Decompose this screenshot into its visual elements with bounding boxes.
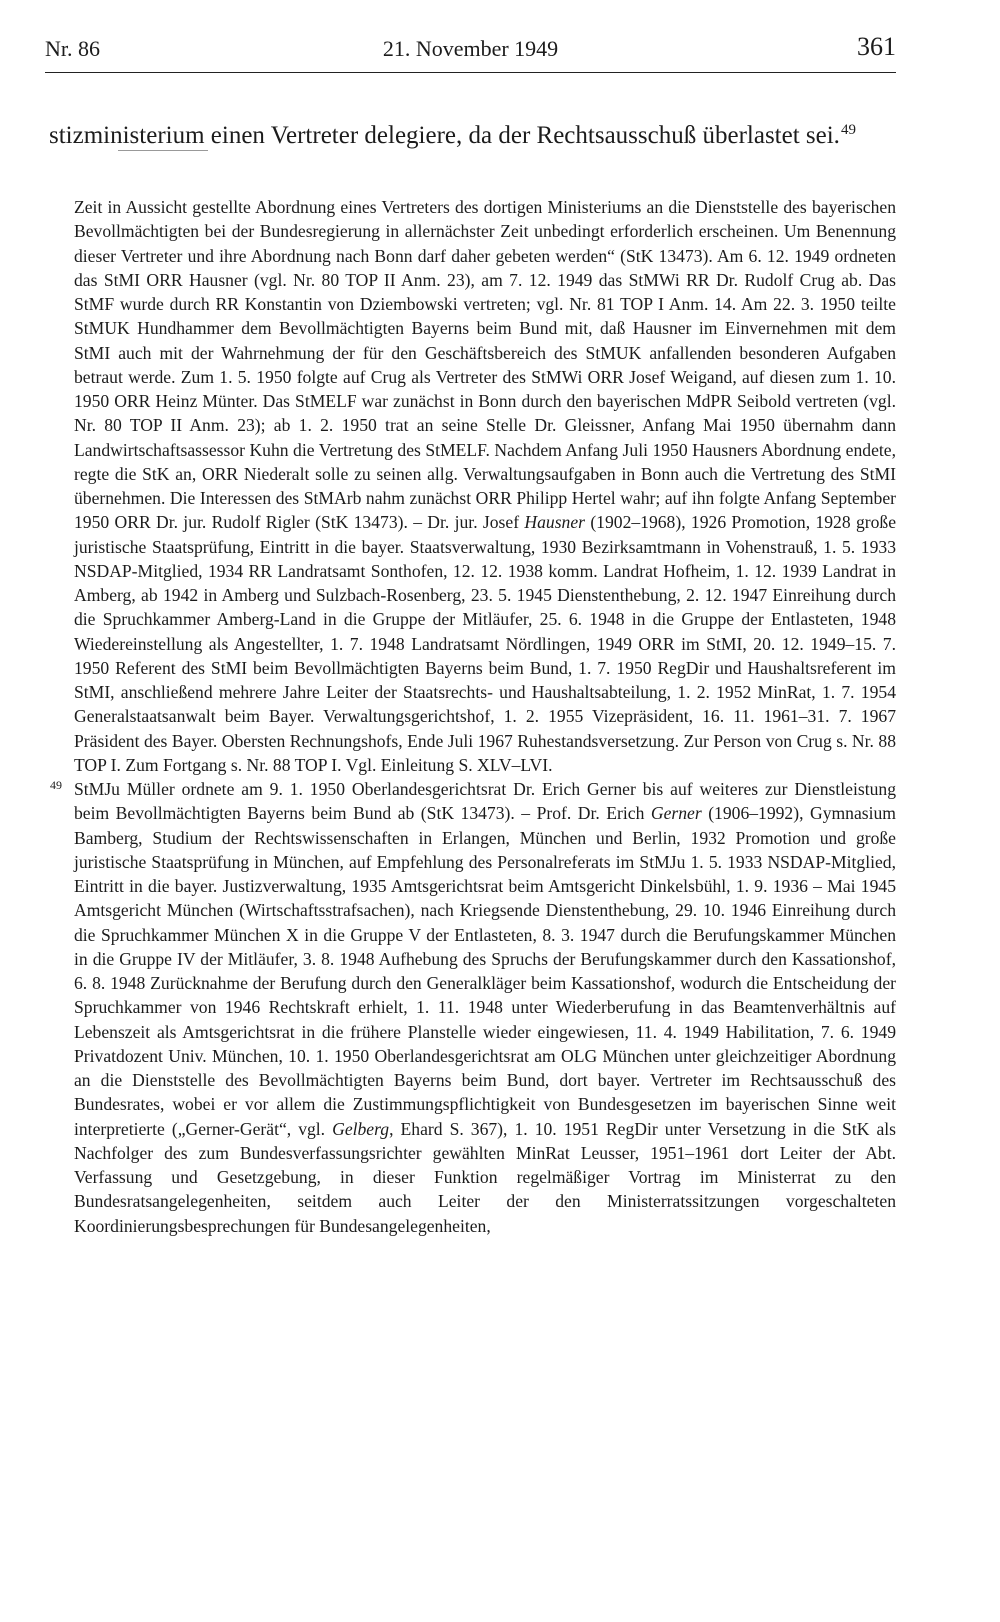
footnote-reference: 49 bbox=[840, 122, 856, 138]
header-date: 21. November 1949 bbox=[382, 36, 559, 61]
page-number: 361 bbox=[857, 32, 896, 61]
main-text-paragraph bbox=[49, 121, 896, 151]
document-number: Nr. 86 bbox=[45, 36, 100, 61]
footnote-text: Zeit in Aussicht gestellte Abordnung eines Vertreters des dortigen Ministeriums an die Dienststelle des bayerischen Bevollmächtigten bei der Bundesregierung in allernächster Zeit unbedingt erforderlich erscheinen. Um Benennung dieser Vertreter und ihre Abordnung nach Bonn darf daher gebeten werden“ (StK 13473). Am 6. 12. 1949 ordneten das StMI ORR Hausner (vgl. Nr. 80 TOP II Anm. 23), am 7. 12. 1949 das StMWi RR Dr. Rudolf Crug ab. Das StMF wurde durch RR Konstantin von Dziembowski vertreten; vgl. Nr. 81 TOP I Anm. 14. Am 22. 3. 1950 teilte StMUK Hundhammer dem Bevollmächtigten Bayerns beim Bund mit, daß Hausner im Einvernehmen mit dem StMI auch mit der Wahrnehmung der für den Geschäftsbereich des StMUK anfallenden besonderen Aufgaben betraut werde. Zum 1. 5. 1950 folgte auf Crug als Vertreter des StMWi ORR Josef Weigand, auf diesen zum 1. 10. 1950 ORR Heinz Münter. Das StMELF war zunächst in Bonn durch den bayerischen MdPR Seibold vertreten (vgl. Nr. 80 TOP II Anm. 23); ab 1. 2. 1950 trat an seine Stelle Dr. Gleissner, Anfang Mai 1950 übernahm dann Landwirtschaftsassessor Kuhn die Vertretung des StMELF. Nachdem Anfang Juli 1950 Hausners Abordnung endete, regte die StK an, ORR Niederalt solle zu seinen allg. Verwaltungsaufgaben in Bonn auch die Vertretung des StMI übernehmen. Die Interessen des StMArb nahm zunächst ORR Philipp Hertel wahr; auf ihn folgte Anfang September 1950 ORR Dr. jur. Rudolf Rigler (StK 13473). – Dr. jur. Josef bbox=[74, 197, 896, 533]
footnote-text: (1902–1968), 1926 Promotion, 1928 große juristische Staatsprüfung, Eintritt in die bayer. Staatsverwaltung, 1930 Bezirksamtmann in Vohenstrauß, 1. 5. 1933 NSDAP-Mitglied, 1934 RR Landratsamt Sonthofen, 12. 12. 1938 komm. Landrat Hofheim, 1. 12. 1939 Landrat in Amberg, ab 1942 in Amberg und Sulzbach-Rosenberg, 23. 5. 1945 Dienstenthebung, 2. 12. 1947 Einreihung durch die Spruchkammer Amberg-Land in die Gruppe der Mitläufer, 25. 6. 1948 in die Gruppe der Entlasteten, 1948 Wiedereinstellung als Angestellter, 1. 7. 1948 Landratsamt Nördlingen, 1949 ORR im StMI, 20. 12. 1949–15. 7. 1950 Referent des StMI beim Bevollmächtigten Bayerns beim Bund, 1. 7. 1950 RegDir und Haushaltsreferent im StMI, anschließend mehrere Jahre Leiter der Staatsrechts- und Haushaltsabteilung, 1. 2. 1952 MinRat, 1. 7. 1954 Generalstaatsanwalt beim Bayer. Verwaltungsgerichtshof, 1. 2. 1955 Vizepräsident, 16. 11. 1961–31. 7. 1967 Präsident des Bayer. Obersten Rechnungshofs, Ende Juli 1967 Ruhestandsversetzung. Zur Person von Crug s. Nr. 88 TOP I. Zum Fortgang s. Nr. 88 TOP I. Vgl. Einleitung S. XLV–LVI. bbox=[74, 512, 897, 775]
person-name-italic: Gerner bbox=[650, 803, 702, 824]
footnote-separator bbox=[118, 150, 208, 151]
footnote-49 bbox=[50, 777, 896, 1238]
footnote-text: StMJu Müller ordnete am 9. 1. 1950 Oberlandesgerichtsrat Dr. Erich Gerner bis auf weiteres zur Dienstleistung beim Bevollmächtigten Bayerns beim Bund ab (StK 13473). – Prof. Dr. Erich bbox=[74, 779, 896, 824]
footnote-continued bbox=[74, 195, 896, 777]
footnotes-section bbox=[50, 195, 897, 1238]
person-name-italic: Hausner bbox=[524, 512, 585, 533]
author-name-italic: Gelberg bbox=[332, 1118, 390, 1139]
footnote-text: (1906–1992), Gymnasium Bamberg, Studium der Rechtswissenschaften in Erlangen, München und Berlin, 1932 Promotion und große juristische Staatsprüfung in München, auf Empfehlung des Personalreferats im StMJu 1. 5. 1933 NSDAP-Mitglied, Eintritt in die bayer. Justizverwaltung, 1935 Amtsgerichtsrat beim Amtsgericht Dinkelsbühl, 1. 9. 1936 – Mai 1945 Amtsgericht München (Wirtschaftsstrafsachen), nach Kriegsende Dienstenthebung, 29. 10. 1946 Einreihung durch die Spruchkammer München X in die Gruppe V der Entlasteten, 8. 3. 1947 durch die Berufungskammer München in die Gruppe IV der Mitläufer, 3. 8. 1948 Aufhebung des Spruchs der Berufungskammer durch den Kassationshof, 6. 8. 1948 Zurücknahme der Berufung durch den Generalkläger beim Kassationshof, wodurch die Entscheidung der Spruchkammer von 1946 Rechtskraft erhielt, 1. 11. 1948 unter Wiederberufung in das Beamtenverhältnis auf Lebenszeit als Amtsgerichtsrat in die frühere Planstelle wieder eingewiesen, 11. 4. 1949 Habilitation, 7. 6. 1949 Privatdozent Univ. München, 10. 1. 1950 Oberlandesgerichtsrat am OLG München unter gleichzeitiger Abordnung an die Dienststelle des Bevollmächtigten Bayerns beim Bund, dort bayer. Vertreter im Rechtsausschuß des Bundesrates, wobei er vor allem die Zustimmungspflichtigkeit von Bundesgesetzen im bayerischen Sinne weit interpretierte („Gerner-Gerät“, vgl. bbox=[74, 803, 896, 1139]
main-text: stizministerium einen Vertreter delegiere, da der Rechtsausschuß überlastet sei. bbox=[49, 122, 840, 149]
footnote-number: 49 bbox=[50, 778, 62, 792]
running-header bbox=[45, 32, 896, 73]
footnote-text: , Ehard S. 367), 1. 10. 1951 RegDir unter Versetzung in die StK als Nachfolger des zum Bundesverfassungsrichter gewählten MinRat Leusser, 1951–1961 dort Leiter der Abt. Verfassung und Gesetzgebung, in dieser Funktion regelmäßiger Vortrag im Ministerrat zu den Bundesratsangelegenheiten, seitdem auch Leiter der den Ministerratssitzungen vorgeschalteten Koordinierungsbesprechungen für Bundesangelegenheiten, bbox=[74, 1118, 896, 1236]
